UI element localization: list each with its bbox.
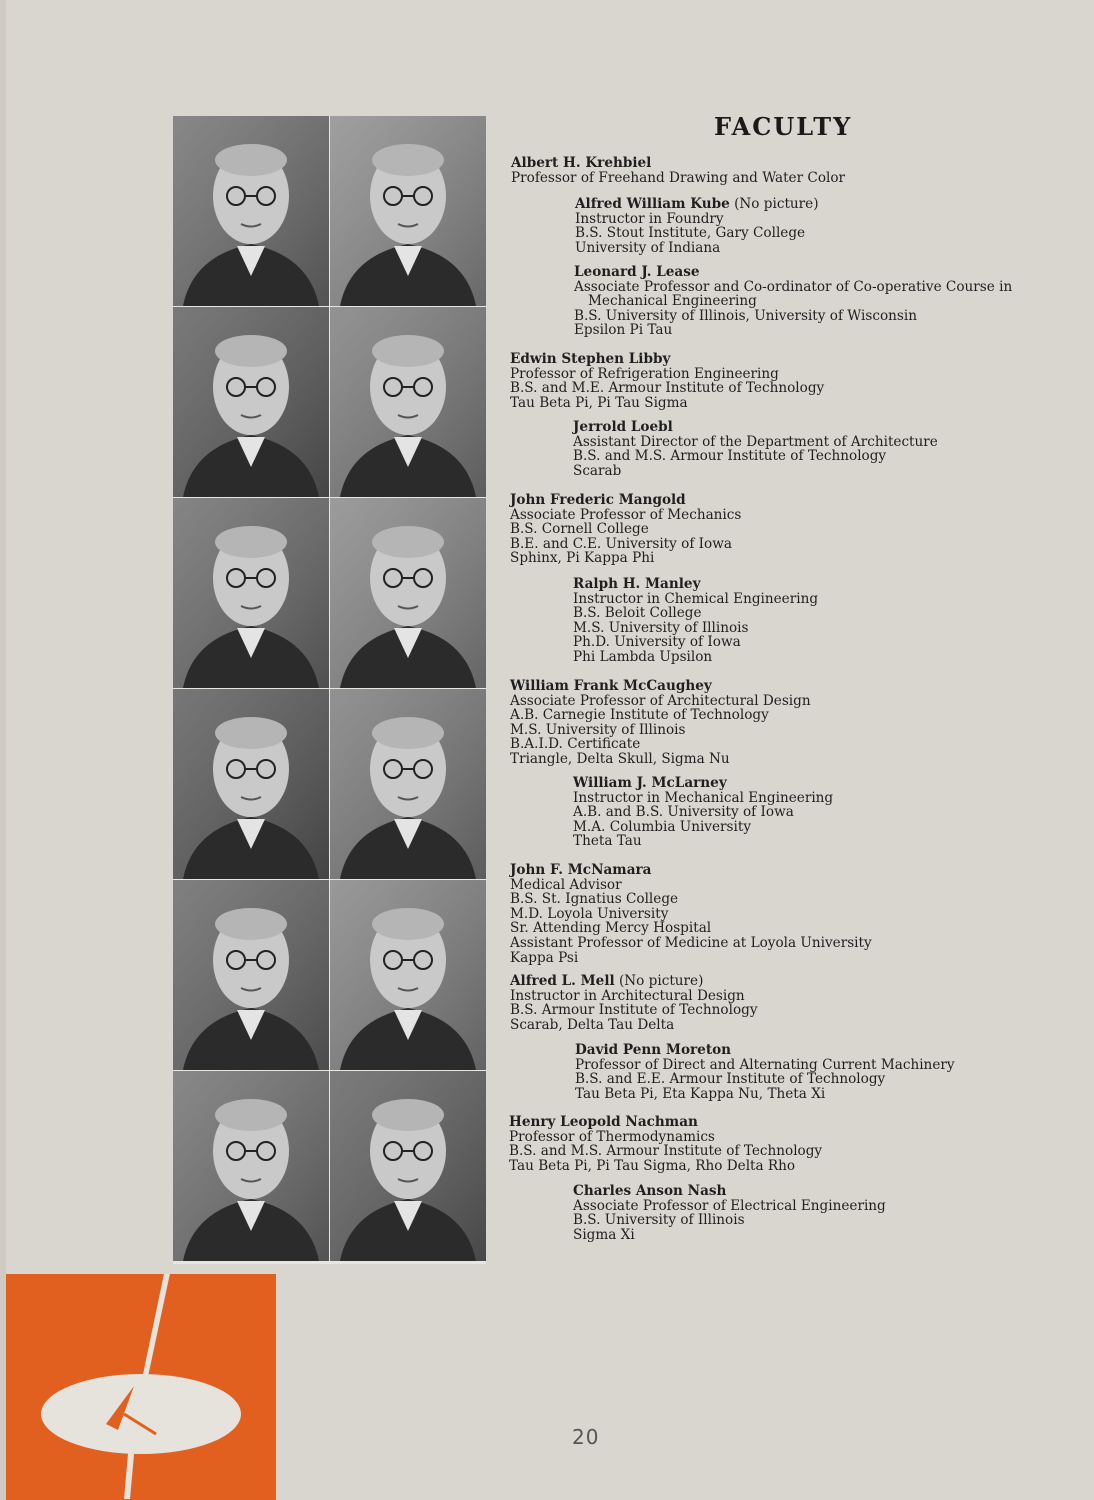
portrait-8-photo <box>330 689 486 879</box>
faculty-entry <box>510 679 811 767</box>
faculty-detail: Sr. Attending Mercy Hospital <box>510 920 712 937</box>
faculty-entry <box>574 265 1012 338</box>
orange-accent-block <box>6 1274 276 1500</box>
faculty-detail: Tau Beta Pi, Pi Tau Sigma, Rho Delta Rho <box>509 1157 796 1174</box>
portrait-7-photo <box>173 689 329 879</box>
faculty-detail: Instructor in Foundry <box>575 210 724 227</box>
faculty-detail: Tau Beta Pi, Pi Tau Sigma <box>510 394 688 411</box>
portrait-11-photo <box>173 1071 329 1261</box>
faculty-detail: Associate Professor and Co-ordinator of Co-operative Course in <box>574 278 1013 295</box>
faculty-detail: A.B. and B.S. University of Iowa <box>573 804 794 821</box>
faculty-detail: Theta Tau <box>573 833 642 850</box>
faculty-detail: M.S. University of Illinois <box>573 619 749 636</box>
faculty-detail: Instructor in Mechanical Engineering <box>573 789 834 806</box>
faculty-detail: Mechanical Engineering <box>588 293 757 310</box>
portrait-9-photo <box>173 880 329 1070</box>
faculty-detail: B.S. Stout Institute, Gary College <box>575 225 806 242</box>
faculty-entry <box>573 420 938 478</box>
faculty-detail: A.B. Carnegie Institute of Technology <box>510 707 769 724</box>
faculty-entry <box>573 776 833 849</box>
faculty-detail: Phi Lambda Upsilon <box>573 648 713 665</box>
faculty-detail: B.S. St. Ignatius College <box>510 891 679 908</box>
portrait-4-photo <box>330 307 486 497</box>
faculty-detail: Scarab, Delta Tau Delta <box>510 1016 675 1033</box>
faculty-detail: B.S. University of Illinois, University of Wisconsin <box>574 307 917 324</box>
faculty-name: John F. McNamara <box>510 862 652 878</box>
portrait-krehbiel-photo <box>173 116 329 306</box>
faculty-detail: M.D. Loyola University <box>510 905 669 922</box>
portrait-2-photo <box>330 116 486 306</box>
drafting-emblem-icon <box>6 1274 276 1500</box>
portrait-10-photo <box>330 880 486 1070</box>
faculty-detail: Professor of Direct and Alternating Current Machinery <box>575 1056 955 1073</box>
faculty-detail: B.S. and M.S. Armour Institute of Technology <box>509 1143 823 1160</box>
faculty-detail: B.A.I.D. Certificate <box>510 736 641 753</box>
portrait-6-photo <box>330 498 486 688</box>
faculty-entry <box>511 156 845 185</box>
page-title: FACULTY <box>714 112 853 141</box>
faculty-detail: University of Indiana <box>575 239 721 256</box>
portrait-grid <box>173 116 486 1264</box>
faculty-detail: B.S. Armour Institute of Technology <box>510 1002 758 1019</box>
faculty-entry <box>510 863 872 965</box>
page-number: 20 <box>572 1425 600 1449</box>
faculty-name: David Penn Moreton <box>575 1042 732 1058</box>
portrait-3-photo <box>173 307 329 497</box>
faculty-entry <box>510 352 824 410</box>
faculty-detail: B.S. University of Illinois <box>573 1212 745 1229</box>
faculty-entry <box>575 1043 955 1101</box>
faculty-name: Jerrold Loebl <box>573 419 673 435</box>
faculty-detail: Associate Professor of Mechanics <box>510 506 742 523</box>
faculty-detail: Associate Professor of Electrical Engineering <box>573 1197 886 1214</box>
faculty-name: Charles Anson Nash <box>573 1183 727 1199</box>
faculty-detail: Assistant Director of the Department of Architecture <box>573 433 938 450</box>
faculty-detail: B.S. and E.E. Armour Institute of Technology <box>575 1071 886 1088</box>
faculty-detail: Medical Advisor <box>510 876 622 893</box>
faculty-name: Albert H. Krehbiel <box>511 155 652 171</box>
faculty-detail: Sphinx, Pi Kappa Phi <box>510 550 655 567</box>
no-picture-note: (No picture) <box>729 196 819 212</box>
faculty-detail: Kappa Psi <box>510 949 579 966</box>
portrait-5-photo <box>173 498 329 688</box>
faculty-detail: Ph.D. University of Iowa <box>573 634 741 651</box>
faculty-name: Ralph H. Manley <box>573 576 701 592</box>
faculty-detail: B.E. and C.E. University of Iowa <box>510 535 732 552</box>
faculty-entry <box>510 493 741 566</box>
faculty-name: Leonard J. Lease <box>574 264 700 280</box>
faculty-detail: Instructor in Architectural Design <box>510 987 745 1004</box>
faculty-name: Alfred L. Mell <box>510 973 615 989</box>
faculty-entry <box>573 577 818 665</box>
faculty-detail: Associate Professor of Architectural Design <box>510 692 811 709</box>
faculty-detail: Scarab <box>573 462 622 479</box>
faculty-name: William Frank McCaughey <box>510 678 712 694</box>
faculty-detail: Triangle, Delta Skull, Sigma Nu <box>510 750 730 767</box>
faculty-detail: Instructor in Chemical Engineering <box>573 590 819 607</box>
faculty-detail: Tau Beta Pi, Eta Kappa Nu, Theta Xi <box>575 1085 826 1102</box>
faculty-name: Alfred William Kube <box>575 196 730 212</box>
faculty-detail: B.S. and M.E. Armour Institute of Technology <box>510 380 825 397</box>
faculty-detail: Professor of Refrigeration Engineering <box>510 365 779 382</box>
faculty-entry <box>575 197 819 255</box>
faculty-name: John Frederic Mangold <box>510 492 686 508</box>
no-picture-note: (No picture) <box>614 973 704 989</box>
faculty-detail: B.S. and M.S. Armour Institute of Technology <box>573 448 887 465</box>
faculty-detail: M.S. University of Illinois <box>510 721 686 738</box>
faculty-name: William J. McLarney <box>573 775 727 791</box>
faculty-entry <box>573 1184 886 1242</box>
faculty-detail: Assistant Professor of Medicine at Loyola University <box>510 934 872 951</box>
faculty-entry <box>509 1115 822 1173</box>
faculty-entry <box>510 974 758 1032</box>
portrait-12-photo <box>330 1071 486 1261</box>
faculty-name: Henry Leopold Nachman <box>509 1114 698 1130</box>
faculty-detail: B.S. Cornell College <box>510 521 649 538</box>
faculty-name: Edwin Stephen Libby <box>510 351 671 367</box>
faculty-detail: B.S. Beloit College <box>573 605 702 622</box>
faculty-detail: Professor of Freehand Drawing and Water Color <box>511 169 846 186</box>
faculty-detail: M.A. Columbia University <box>573 818 751 835</box>
faculty-detail: Epsilon Pi Tau <box>574 322 673 339</box>
faculty-detail: Professor of Thermodynamics <box>509 1128 715 1145</box>
faculty-detail: Sigma Xi <box>573 1226 635 1243</box>
